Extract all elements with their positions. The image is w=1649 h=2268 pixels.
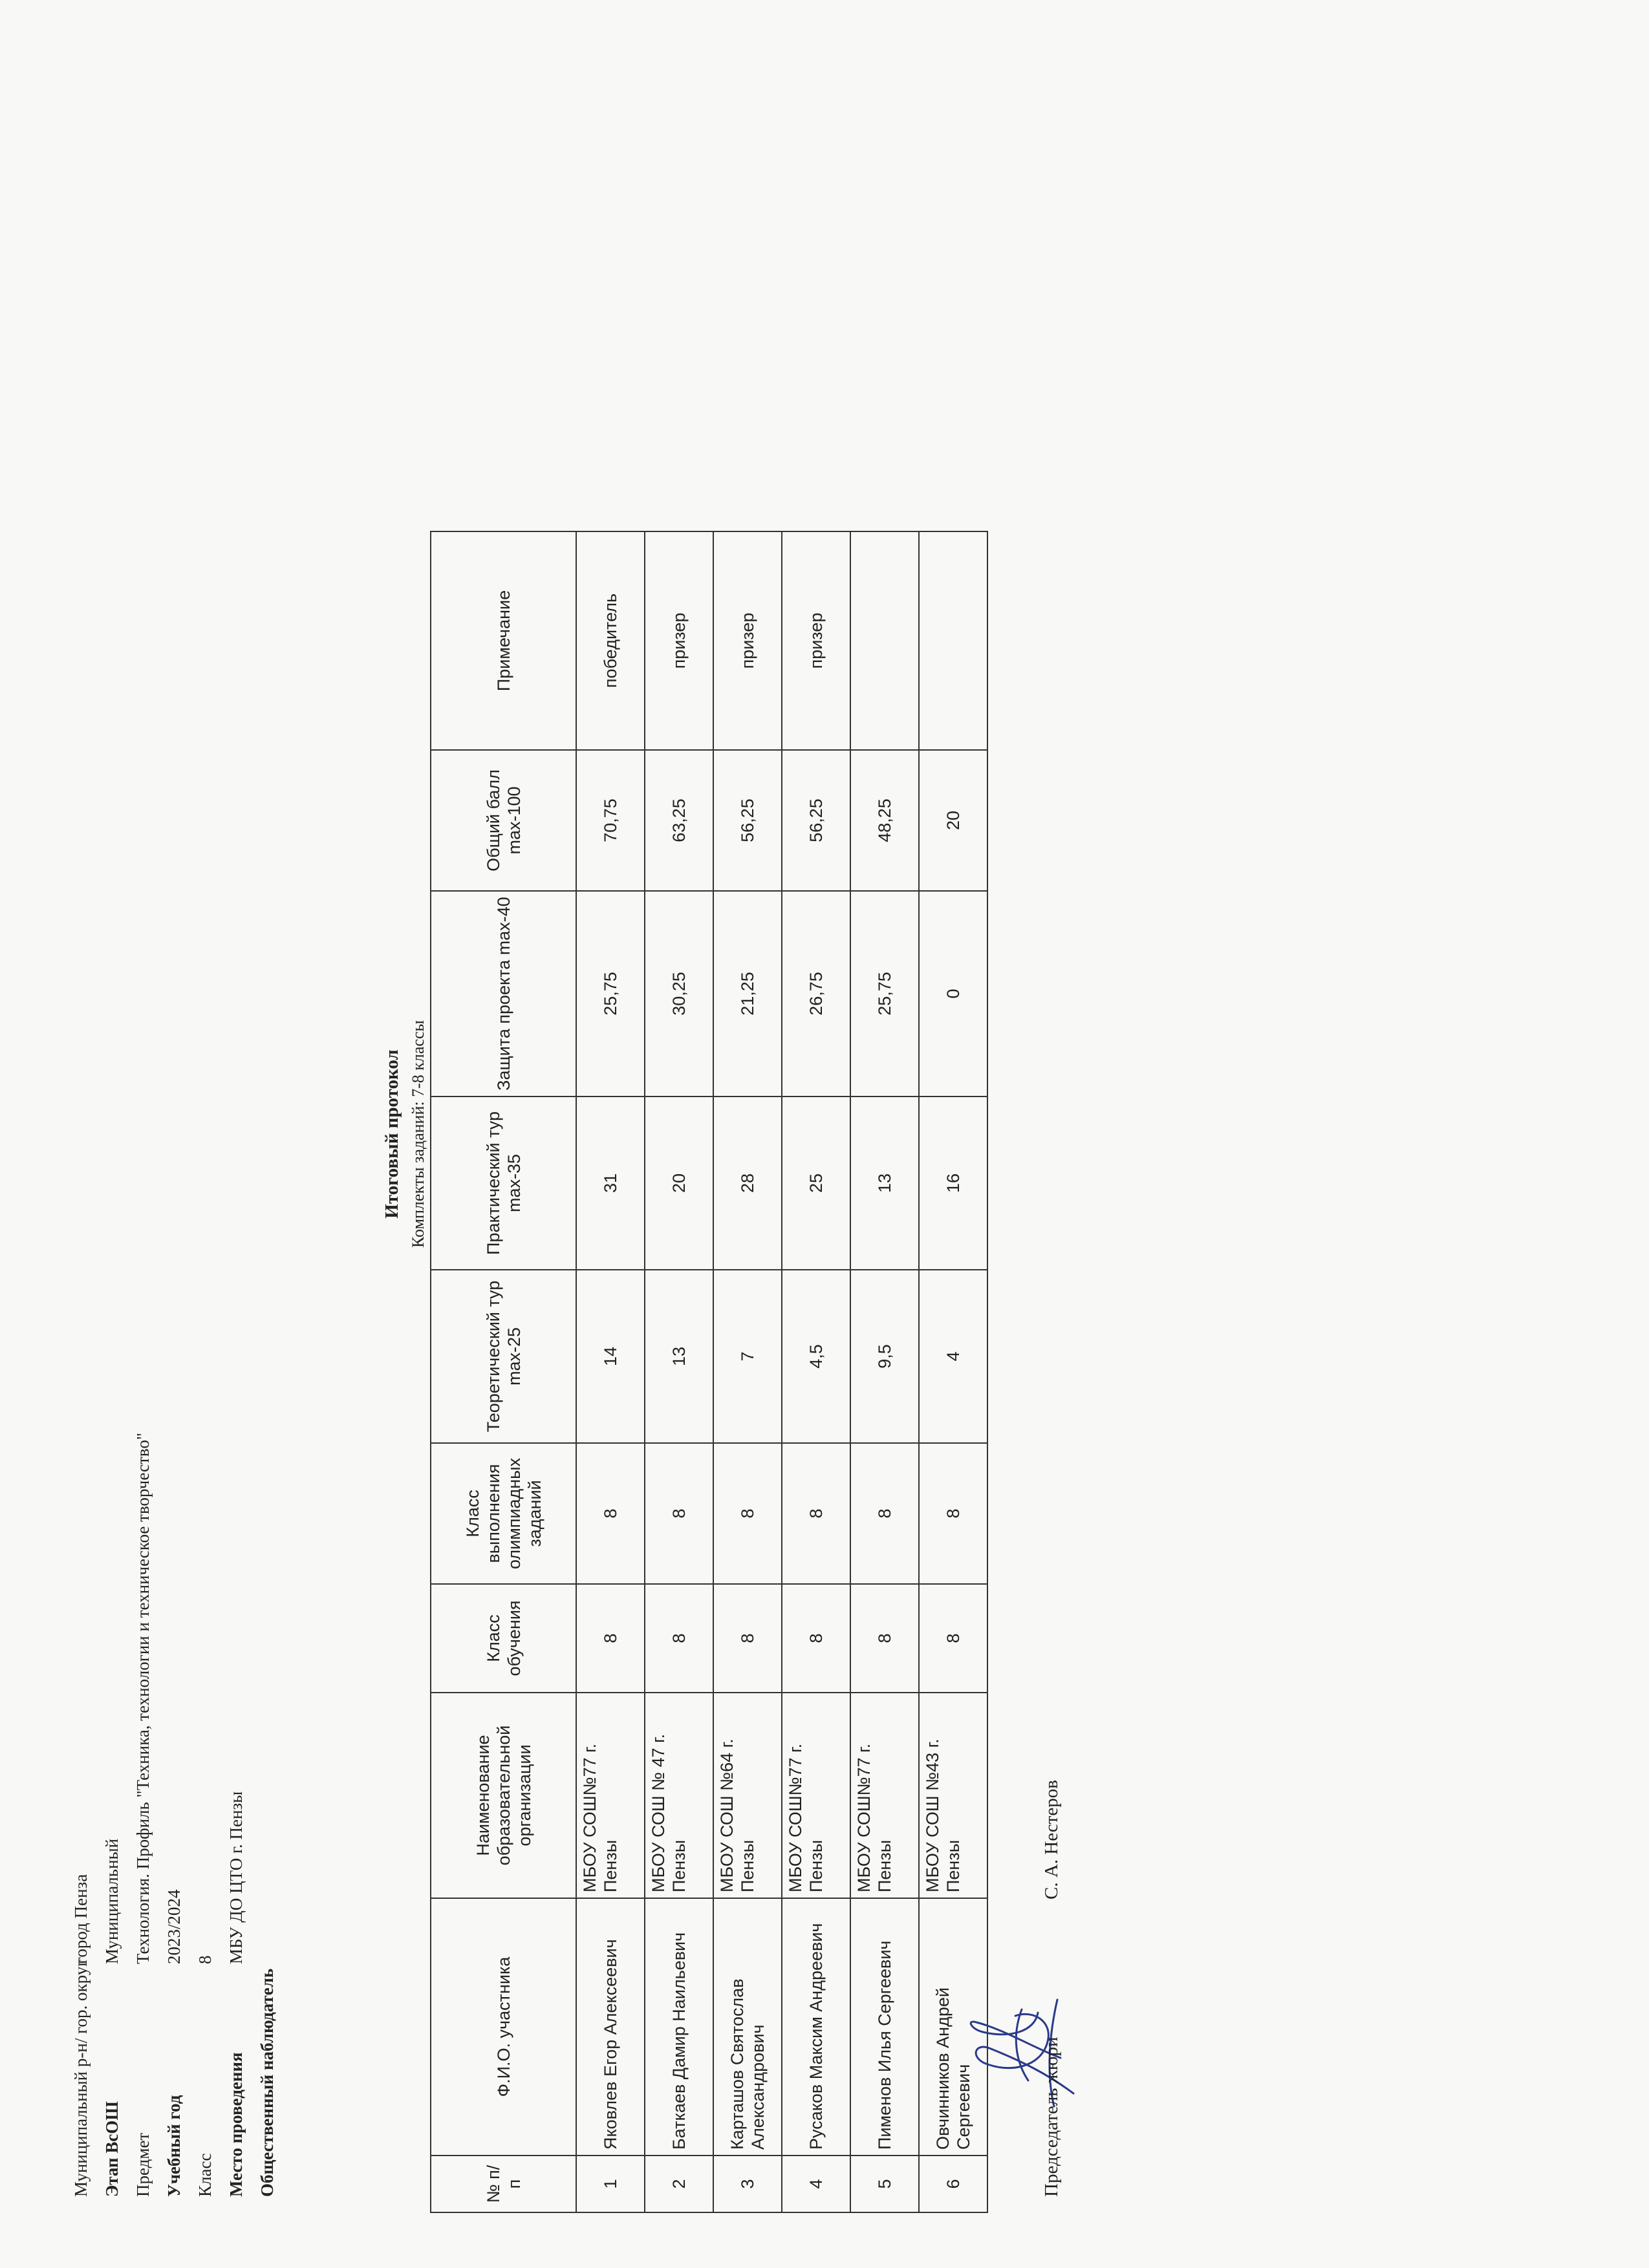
cell-note: победитель: [576, 531, 645, 750]
cell-total: 56,25: [713, 750, 782, 891]
cell-class: 8: [645, 1584, 713, 1693]
header-label: Предмет: [133, 2132, 153, 2197]
cell-num: 3: [713, 2156, 782, 2212]
cell-fio: Яковлев Егор Алексеевич: [576, 1898, 645, 2156]
cell-org: МБОУ СОШ №64 г. Пензы: [713, 1693, 782, 1898]
header-value: Муниципальный: [102, 1838, 122, 1964]
header-label: Учебный год: [164, 2095, 184, 2197]
column-header-class: Класс обучения: [431, 1584, 576, 1693]
cell-fio: Баткаев Дамир Наильевич: [645, 1898, 713, 2156]
protocol-subtitle: Комплекты заданий: 7-8 классы: [409, 1020, 427, 1248]
results-table: [430, 531, 988, 2213]
cell-num: 6: [919, 2156, 987, 2212]
table-row: [782, 531, 850, 2212]
header-value: 8: [195, 1955, 215, 1964]
cell-practice: 28: [713, 1097, 782, 1270]
cell-note: призер: [713, 531, 782, 750]
jury-chair-signature-line: [1041, 1780, 1062, 2198]
header-label: Этап ВсОШ: [102, 2101, 122, 2197]
cell-total: 20: [919, 750, 987, 891]
cell-project: 0: [919, 891, 987, 1097]
cell-fio: Пименов Илья Сергеевич: [850, 1898, 919, 2156]
cell-note: [919, 531, 987, 750]
header-label: Класс: [195, 2153, 215, 2197]
cell-num: 2: [645, 2156, 713, 2212]
cell-org: МБОУ СОШ№77 г. Пензы: [576, 1693, 645, 1898]
jury-chair-name: С. А. Нестеров: [1041, 1780, 1062, 1899]
protocol-title: Итоговый протокол: [382, 1049, 402, 1219]
header-value: город Пенза: [71, 1874, 91, 1964]
cell-note: призер: [645, 531, 713, 750]
cell-fio: Русаков Максим Андреевич: [782, 1898, 850, 2156]
cell-theory: 9,5: [850, 1270, 919, 1443]
cell-class-exec: 8: [850, 1443, 919, 1584]
cell-org: МБОУ СОШ№77 г. Пензы: [850, 1693, 919, 1898]
cell-practice: 25: [782, 1097, 850, 1270]
column-header-num: № п/п: [431, 2156, 576, 2212]
table-row: [919, 531, 987, 2212]
header-value: Технология. Профиль "Техника, технологии и техническое творчество": [133, 1433, 153, 1964]
column-header-theory: Теоретический тур max-25: [431, 1270, 576, 1443]
cell-project: 25,75: [850, 891, 919, 1097]
cell-theory: 14: [576, 1270, 645, 1443]
cell-fio: Карташов Святослав Александрович: [713, 1898, 782, 2156]
cell-theory: 7: [713, 1270, 782, 1443]
cell-num: 5: [850, 2156, 919, 2212]
cell-project: 30,25: [645, 891, 713, 1097]
cell-org: МБОУ СОШ№77 г. Пензы: [782, 1693, 850, 1898]
cell-total: 70,75: [576, 750, 645, 891]
cell-project: 21,25: [713, 891, 782, 1097]
cell-org: МБОУ СОШ № 47 г. Пензы: [645, 1693, 713, 1898]
cell-practice: 31: [576, 1097, 645, 1270]
cell-fio: Овчинников Андрей Сергеевич: [919, 1898, 987, 2156]
cell-project: 25,75: [576, 891, 645, 1097]
table-row: [850, 531, 919, 2212]
cell-class: 8: [576, 1584, 645, 1693]
cell-note: призер: [782, 531, 850, 750]
cell-class: 8: [782, 1584, 850, 1693]
column-header-note: Примечание: [431, 531, 576, 750]
header-value: 2023/2024: [164, 1889, 184, 1964]
column-header-class-exec: Класс выполнения олимпиадных заданий: [431, 1443, 576, 1584]
cell-class: 8: [850, 1584, 919, 1693]
cell-practice: 13: [850, 1097, 919, 1270]
cell-theory: 13: [645, 1270, 713, 1443]
table-row: [576, 531, 645, 2212]
column-header-fio: Ф.И.О. участника: [431, 1898, 576, 2156]
cell-total: 56,25: [782, 750, 850, 891]
table-header-row: [431, 531, 576, 2212]
header-label: Муниципальный р-н/ гор. округ: [71, 1959, 91, 2197]
table-row: [713, 531, 782, 2212]
cell-note: [850, 531, 919, 750]
cell-class-exec: 8: [919, 1443, 987, 1584]
column-header-project: Защита проекта max-40: [431, 891, 576, 1097]
cell-total: 63,25: [645, 750, 713, 891]
cell-num: 1: [576, 2156, 645, 2212]
cell-practice: 16: [919, 1097, 987, 1270]
cell-class-exec: 8: [713, 1443, 782, 1584]
cell-project: 26,75: [782, 891, 850, 1097]
cell-practice: 20: [645, 1097, 713, 1270]
column-header-org: Наименование образовательной организации: [431, 1693, 576, 1898]
signature-image: [951, 1990, 1093, 2119]
column-header-total: Общий балл max-100: [431, 750, 576, 891]
cell-total: 48,25: [850, 750, 919, 891]
cell-class-exec: 8: [576, 1443, 645, 1584]
cell-class: 8: [713, 1584, 782, 1693]
cell-theory: 4: [919, 1270, 987, 1443]
cell-theory: 4,5: [782, 1270, 850, 1443]
header-label: Место проведения: [226, 2052, 246, 2197]
cell-org: МБОУ СОШ №43 г. Пензы: [919, 1693, 987, 1898]
header-label: Общественный наблюдатель: [257, 1968, 277, 2197]
table-row: [645, 531, 713, 2212]
jury-chair-label: Председатель жюри: [1041, 2037, 1062, 2197]
cell-class-exec: 8: [782, 1443, 850, 1584]
cell-num: 4: [782, 2156, 850, 2212]
column-header-practice: Практический тур max-35: [431, 1097, 576, 1270]
cell-class-exec: 8: [645, 1443, 713, 1584]
cell-class: 8: [919, 1584, 987, 1693]
header-value: МБУ ДО ЦТО г. Пензы: [226, 1791, 246, 1964]
